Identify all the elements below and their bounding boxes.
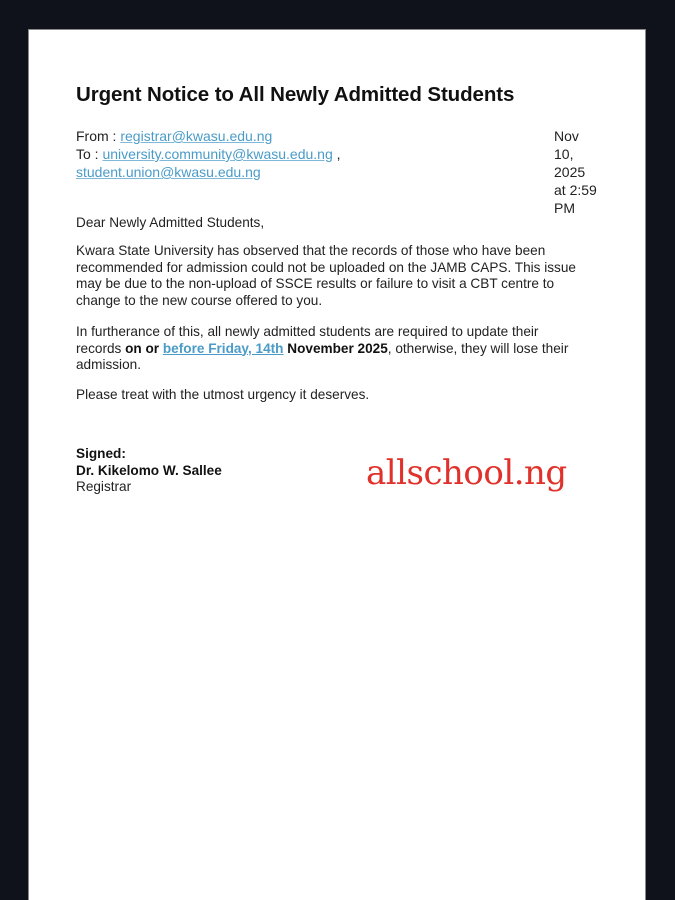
signed-label: Signed: — [76, 446, 126, 461]
notice-page — [28, 29, 646, 900]
watermark: allschool.ng — [366, 453, 567, 493]
paragraph-urgency: Please treat with the utmost urgency it deserves. — [76, 387, 370, 402]
to-row — [76, 145, 536, 163]
paragraph-deadline — [76, 324, 576, 374]
to-row-continued — [76, 163, 536, 181]
to-label: To : — [76, 146, 99, 162]
date-line: at 2:59 — [554, 182, 597, 198]
deadline-text-end: , otherwise, they will lose their admission. — [76, 340, 569, 372]
date-line: 2025 — [554, 164, 586, 180]
deadline-date-link[interactable]: before Friday, 14th — [162, 340, 284, 356]
date-line: PM — [554, 200, 575, 216]
signer-name: Dr. Kikelomo W. Sallee — [76, 462, 222, 478]
deadline-bold-on-or: on or — [125, 340, 160, 356]
from-row — [76, 127, 536, 145]
from-label: From : — [76, 128, 117, 144]
notice-title: Urgent Notice to All Newly Admitted Students — [76, 83, 515, 106]
greeting: Dear Newly Admitted Students, — [76, 215, 265, 230]
to-email-link[interactable]: university.community@kwasu.edu.ng — [102, 146, 333, 162]
paragraph-observation: Kwara State University has observed that the records of those who have been recommended for admission could not be uploaded on the JAMB CAPS. This issue may be due to the non-upload of SSCE results or failure to visit a CBT centre to change to the new course offered to you. — [76, 243, 576, 308]
deadline-bold-month: November 2025 — [287, 340, 388, 356]
email-header — [76, 127, 536, 181]
date-line: Nov — [554, 128, 579, 144]
deadline-text: In furtherance of this, all newly admitted students are required to update their records — [76, 324, 539, 356]
signature-block — [76, 446, 222, 496]
from-email-link[interactable]: registrar@kwasu.edu.ng — [120, 128, 273, 144]
signer-title: Registrar — [76, 479, 132, 494]
sent-date — [554, 127, 614, 217]
to-separator: , — [336, 146, 341, 162]
date-line: 10, — [554, 146, 574, 162]
to-email-link[interactable]: student.union@kwasu.edu.ng — [76, 164, 261, 180]
